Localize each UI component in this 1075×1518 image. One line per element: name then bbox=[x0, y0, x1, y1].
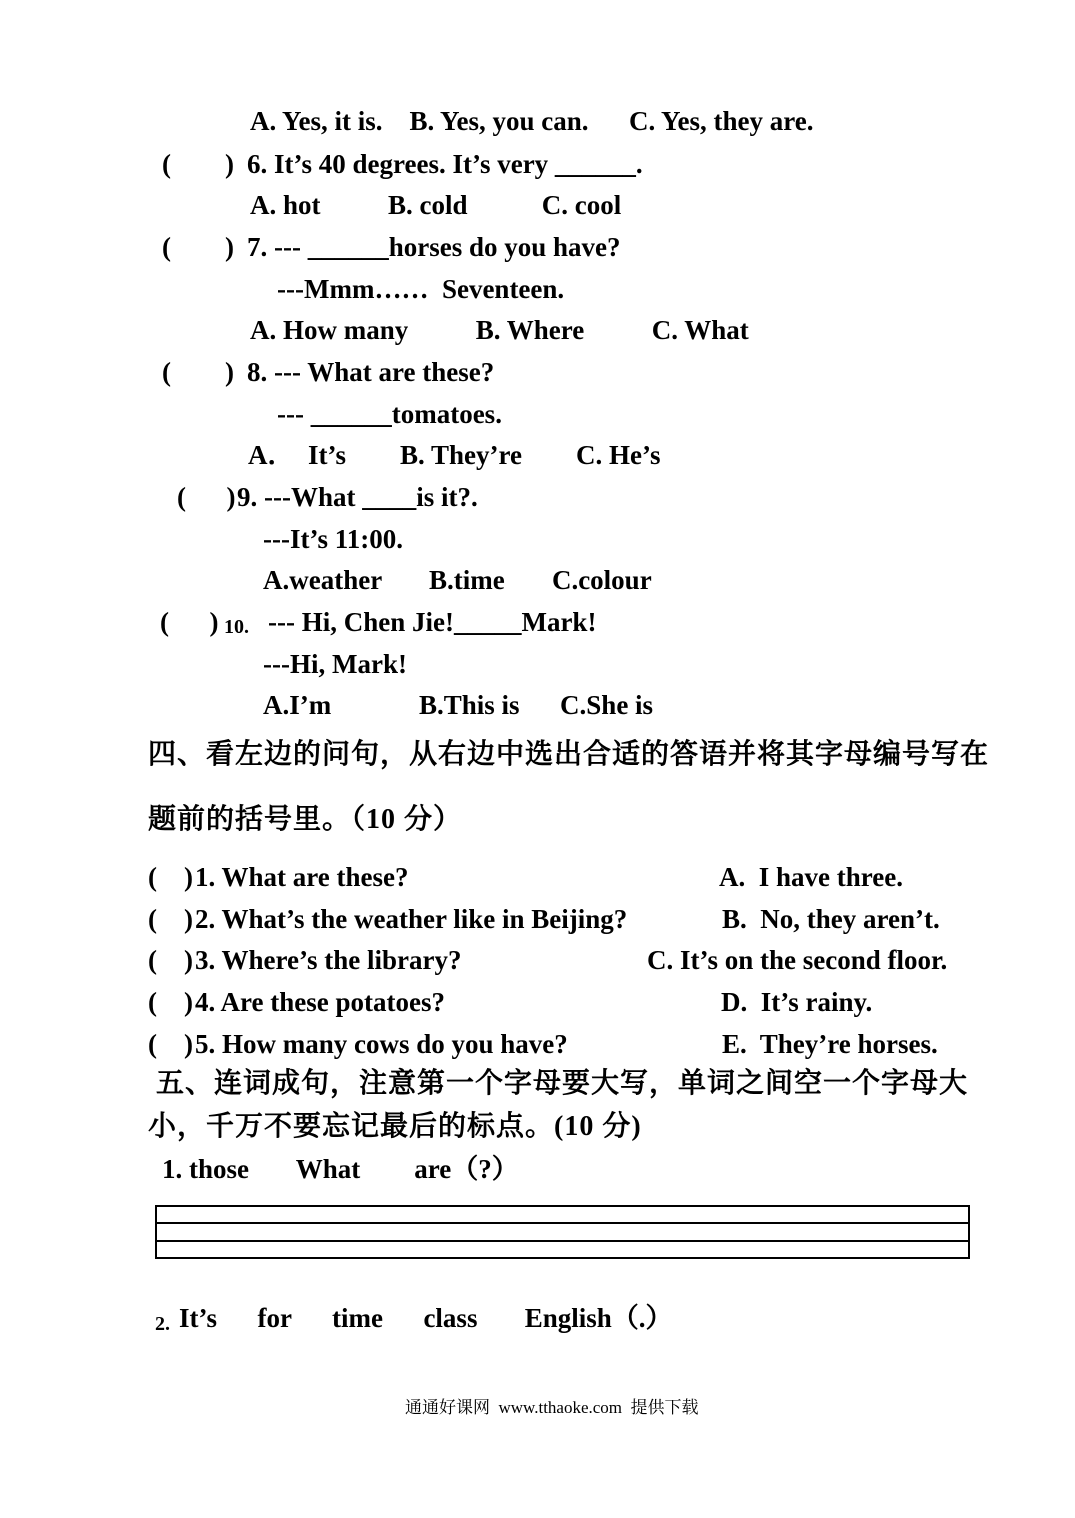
q9-stem: 9. ---What ____is it?. bbox=[237, 482, 478, 512]
q9-answer-paren[interactable]: ( ) bbox=[177, 482, 236, 512]
q10-number-text: 10. bbox=[224, 616, 249, 638]
s5-item2-number bbox=[155, 1308, 170, 1335]
s4-row5-question: 5. How many cows do you have? bbox=[195, 1029, 568, 1059]
s5-item2-words: It’s for time class English（.） bbox=[179, 1303, 673, 1333]
s4-row3-answer: C. It’s on the second floor. bbox=[647, 945, 948, 975]
q6-options: A. hot B. cold C. cool bbox=[250, 190, 622, 220]
q8-reply: --- ______tomatoes. bbox=[277, 399, 502, 429]
q8-answer-paren[interactable]: ( ) bbox=[162, 357, 234, 387]
q8-options: A． It’s B. They’re C. He’s bbox=[248, 440, 661, 470]
q5-options: A. Yes, it is. B. Yes, you can. C. Yes, they are. bbox=[250, 106, 814, 136]
s4-row4-question: 4. Are these potatoes? bbox=[195, 987, 445, 1017]
s5-item2-number-text: 2. bbox=[155, 1313, 170, 1335]
s4-row2-question: 2. What’s the weather like in Beijing? bbox=[195, 904, 628, 934]
s5-item1-words: 1. those What are（?） bbox=[162, 1154, 519, 1184]
writing-rule bbox=[157, 1222, 968, 1224]
s4-row1-answer: A. I have three. bbox=[719, 862, 903, 892]
q8-stem: 8. --- What are these? bbox=[247, 357, 495, 387]
q10-reply: ---Hi, Mark! bbox=[263, 649, 407, 679]
s4-row2-answer: B. No, they aren’t. bbox=[722, 904, 940, 934]
q10-answer-paren[interactable]: ( ) bbox=[160, 607, 219, 637]
q10-options: A.I’m B.This is C.She is bbox=[263, 690, 654, 720]
q6-stem: 6. It’s 40 degrees. It’s very ______. bbox=[247, 149, 643, 179]
q9-reply: ---It’s 11:00. bbox=[263, 524, 403, 554]
q10-stem: --- Hi, Chen Jie!_____Mark! bbox=[268, 607, 597, 637]
q7-reply: ---Mmm…… Seventeen. bbox=[277, 274, 565, 304]
writing-rule bbox=[157, 1240, 968, 1242]
q10-number bbox=[224, 611, 249, 638]
footer-credit: 通通好课网 www.tthaoke.com 提供下载 bbox=[405, 1398, 699, 1417]
s4-row3-paren[interactable]: ( ) bbox=[148, 945, 193, 975]
q9-options: A.weather B.time C.colour bbox=[263, 565, 652, 595]
s4-row5-paren[interactable]: ( ) bbox=[148, 1029, 193, 1059]
s4-row1-question: 1. What are these? bbox=[195, 862, 409, 892]
s4-row2-paren[interactable]: ( ) bbox=[148, 904, 193, 934]
s4-row1-paren[interactable]: ( ) bbox=[148, 862, 193, 892]
s5-item1-writing-box[interactable] bbox=[155, 1205, 970, 1259]
q7-options: A. How many B. Where C. What bbox=[250, 315, 749, 345]
q7-stem: 7. --- ______horses do you have? bbox=[247, 232, 621, 262]
section5-title-line2: 小，千万不要忘记最后的标点。(10 分) bbox=[148, 1111, 642, 1142]
q7-answer-paren[interactable]: ( ) bbox=[162, 232, 234, 262]
s4-row4-paren[interactable]: ( ) bbox=[148, 987, 193, 1017]
s4-row5-answer: E. They’re horses. bbox=[722, 1029, 938, 1059]
section4-title-line1: 四、看左边的问句，从右边中选出合适的答语并将其字母编号写在 bbox=[148, 739, 990, 770]
q6-answer-paren[interactable]: ( ) bbox=[162, 149, 234, 179]
section5-title-line1: 五、连词成句，注意第一个字母要大写，单词之间空一个字母大 bbox=[148, 1068, 969, 1099]
section4-title-line2: 题前的括号里。（10 分） bbox=[148, 804, 463, 835]
s4-row4-answer: D. It’s rainy. bbox=[721, 987, 873, 1017]
s4-row3-question: 3. Where’s the library? bbox=[195, 945, 462, 975]
